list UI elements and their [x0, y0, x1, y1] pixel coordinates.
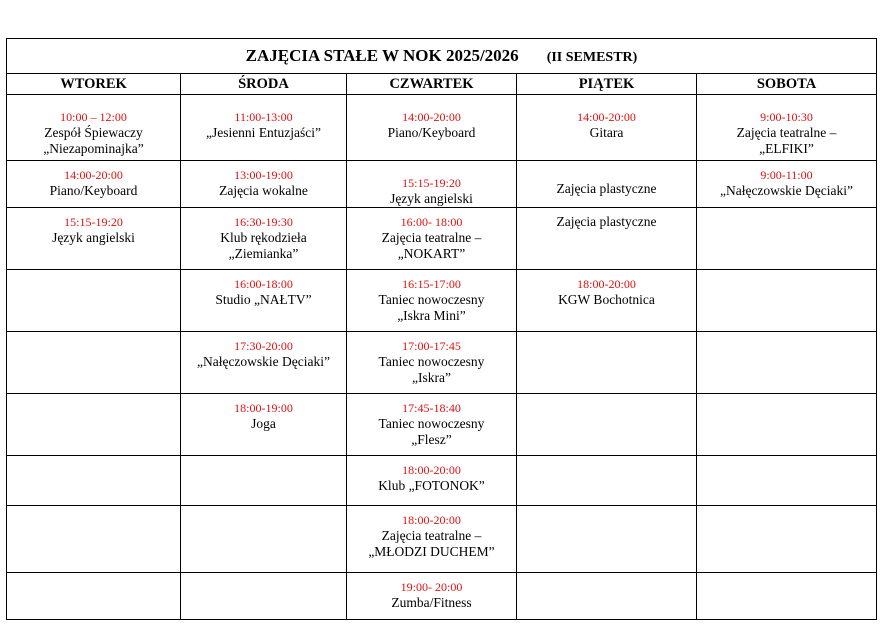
- schedule-cell: [347, 332, 517, 394]
- activity-name: Zajęcia teatralne –: [381, 528, 482, 543]
- schedule-cell: [181, 95, 347, 161]
- activity-group: „Iskra”: [412, 370, 451, 385]
- activity-name: Zajęcia teatralne –: [381, 230, 482, 245]
- day-header: CZWARTEK: [347, 74, 517, 95]
- activity-time: 17:45-18:40: [402, 401, 461, 415]
- activity-time: 17:00-17:45: [402, 339, 461, 353]
- schedule-cell: [181, 270, 347, 332]
- table-row: [7, 506, 877, 573]
- schedule-cell: [7, 394, 181, 456]
- table-row: [7, 332, 877, 394]
- schedule-cell: [517, 208, 697, 270]
- activity-group: „Flesz”: [411, 432, 452, 447]
- table-row: [7, 456, 877, 506]
- activity-group: „Iskra Mini”: [397, 308, 466, 323]
- schedule-cell: [517, 161, 697, 208]
- schedule-cell: [347, 573, 517, 620]
- schedule-cell: [7, 573, 181, 620]
- activity-time: 9:00-10:30: [760, 110, 813, 124]
- activity-group: „ELFIKI”: [759, 141, 814, 156]
- schedule-cell: [181, 394, 347, 456]
- schedule-cell: [347, 456, 517, 506]
- day-header: ŚRODA: [181, 74, 347, 95]
- schedule-cell: [517, 573, 697, 620]
- schedule-cell: [7, 332, 181, 394]
- activity-time: 11:00-13:00: [234, 110, 293, 124]
- activity-time: 13:00-19:00: [234, 168, 293, 182]
- schedule-cell: [181, 506, 347, 573]
- activity-name: Taniec nowoczesny: [378, 292, 485, 307]
- table-row: [7, 161, 877, 208]
- schedule-cell: [347, 208, 517, 270]
- schedule-cell: [347, 270, 517, 332]
- activity-name: Joga: [251, 416, 276, 431]
- semester-label: (II SEMESTR): [546, 50, 638, 65]
- activity-time: 17:30-20:00: [234, 339, 293, 353]
- schedule-cell: [697, 270, 877, 332]
- activity-name: „Nałęczowskie Dęciaki”: [196, 354, 331, 369]
- schedule-cell: [697, 95, 877, 161]
- table-row: [7, 270, 877, 332]
- schedule-cell: [181, 332, 347, 394]
- activity-group: „Niezapominajka”: [43, 141, 144, 156]
- activity-time: 16:15-17:00: [402, 277, 461, 291]
- schedule-cell: [7, 95, 181, 161]
- day-header: SOBOTA: [697, 74, 877, 95]
- activity-time: 14:00-20:00: [402, 110, 461, 124]
- schedule-cell: [517, 95, 697, 161]
- activity-name: Zespół Śpiewaczy: [44, 125, 143, 140]
- page-title: ZAJĘCIA STAŁE W NOK 2025/2026: [245, 46, 519, 65]
- schedule-cell: [347, 394, 517, 456]
- activity-name: Klub rękodzieła: [220, 230, 307, 245]
- activity-time: 18:00-20:00: [402, 513, 461, 527]
- schedule-body: [7, 95, 877, 620]
- activity-name: Zajęcia plastyczne: [556, 181, 657, 196]
- schedule-cell: [697, 573, 877, 620]
- schedule-cell: [517, 332, 697, 394]
- activity-time: 14:00-20:00: [64, 168, 123, 182]
- activity-name: Gitara: [589, 125, 624, 140]
- schedule-table: [6, 38, 877, 620]
- activity-name: „Jesienni Entuzjaści”: [205, 125, 322, 140]
- activity-name: Zajęcia wokalne: [219, 183, 308, 198]
- day-header: PIĄTEK: [517, 74, 697, 95]
- activity-name: Piano/Keyboard: [49, 183, 138, 198]
- activity-name: Zumba/Fitness: [391, 595, 472, 610]
- activity-time: 9:00-11:00: [760, 168, 813, 182]
- activity-time: 16:00-18:00: [234, 277, 293, 291]
- schedule-cell: [7, 506, 181, 573]
- table-row: [7, 394, 877, 456]
- activity-name: KGW Bochotnica: [558, 292, 655, 307]
- activity-time: 18:00-20:00: [577, 277, 636, 291]
- activity-name: Piano/Keyboard: [387, 125, 476, 140]
- activity-time: 16:30-19:30: [234, 215, 293, 229]
- activity-name: Taniec nowoczesny: [378, 416, 485, 431]
- schedule-sheet: [6, 38, 876, 620]
- activity-time: 16:00- 18:00: [400, 215, 463, 229]
- activity-time: 18:00-20:00: [402, 463, 461, 477]
- activity-time: 15:15-19:20: [64, 215, 123, 229]
- schedule-cell: [181, 208, 347, 270]
- schedule-cell: [517, 456, 697, 506]
- activity-time: 15:15-19:20: [402, 176, 461, 190]
- schedule-cell: [7, 161, 181, 208]
- schedule-cell: [697, 506, 877, 573]
- activity-name: Język angielski: [52, 230, 135, 245]
- activity-name: Klub „FOTONOK”: [378, 478, 485, 493]
- title-row: [7, 39, 877, 74]
- schedule-cell: [697, 394, 877, 456]
- day-header: WTOREK: [7, 74, 181, 95]
- activity-name: Taniec nowoczesny: [378, 354, 485, 369]
- schedule-cell: [517, 394, 697, 456]
- activity-name: Studio „NAŁTV”: [215, 292, 312, 307]
- schedule-cell: [347, 506, 517, 573]
- activity-name: Zajęcia plastyczne: [556, 214, 657, 229]
- schedule-cell: [181, 456, 347, 506]
- activity-time: 18:00-19:00: [234, 401, 293, 415]
- table-row: [7, 573, 877, 620]
- schedule-cell: [7, 208, 181, 270]
- activity-name: Język angielski: [390, 191, 473, 206]
- schedule-cell: [697, 208, 877, 270]
- schedule-cell: [181, 573, 347, 620]
- schedule-cell: [347, 161, 517, 208]
- schedule-cell: [697, 456, 877, 506]
- activity-time: 19:00- 20:00: [400, 580, 463, 594]
- activity-group: „Ziemianka”: [228, 246, 299, 261]
- schedule-cell: [517, 270, 697, 332]
- day-header-row: [7, 74, 877, 95]
- table-row: [7, 95, 877, 161]
- activity-group: „NOKART”: [397, 246, 466, 261]
- activity-group: „MŁODZI DUCHEM”: [368, 544, 495, 559]
- schedule-cell: [697, 161, 877, 208]
- activity-name: Zajęcia teatralne –: [736, 125, 837, 140]
- schedule-cell: [7, 456, 181, 506]
- activity-time: 10:00 – 12:00: [60, 110, 127, 124]
- schedule-cell: [181, 161, 347, 208]
- activity-time: 14:00-20:00: [577, 110, 636, 124]
- activity-name: „Nałęczowskie Dęciaki”: [719, 183, 854, 198]
- table-row: [7, 208, 877, 270]
- schedule-cell: [697, 332, 877, 394]
- schedule-cell: [517, 506, 697, 573]
- schedule-cell: [7, 270, 181, 332]
- schedule-cell: [347, 95, 517, 161]
